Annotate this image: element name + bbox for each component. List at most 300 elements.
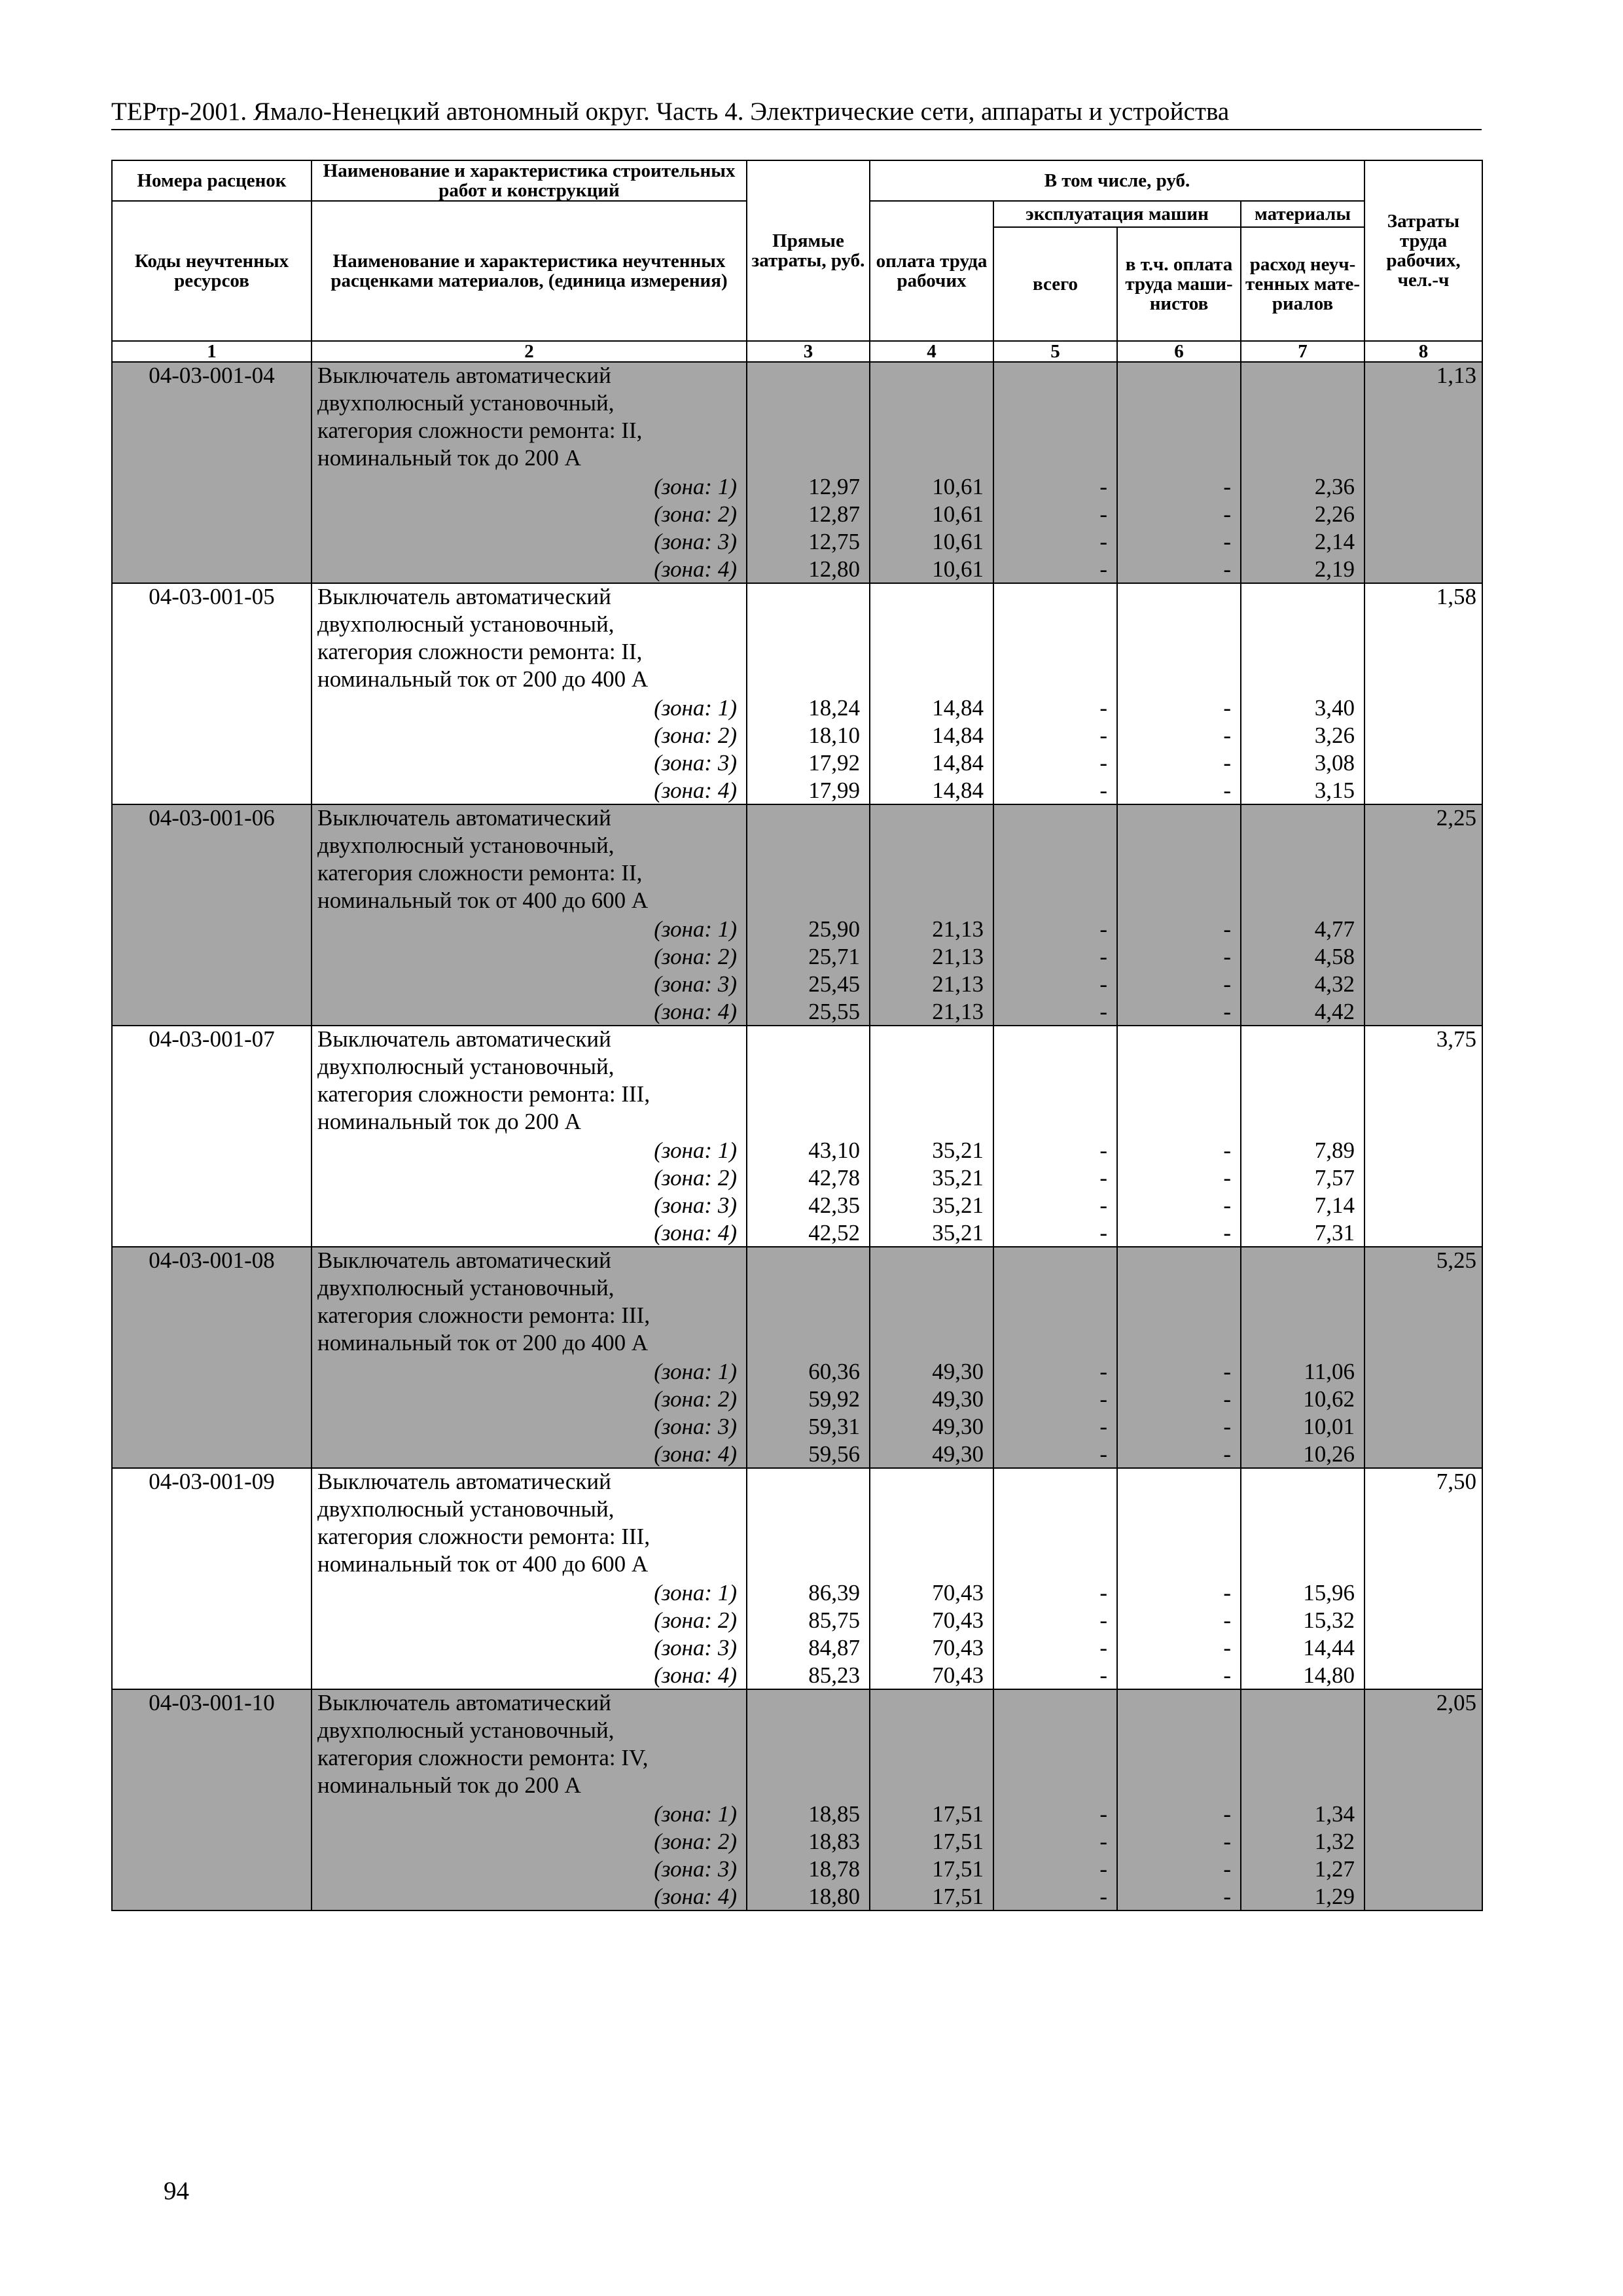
rate-description: Выключатель автоматический [312,1247,747,1275]
direct-cost [747,1275,870,1302]
table-row [112,1026,1482,1054]
rate-code [112,1054,312,1081]
table-row [112,528,1482,555]
labor-hours: 1,13 [1364,362,1482,390]
materials-cost: 2,36 [1241,473,1364,500]
labor-hours [1364,888,1482,915]
materials-cost [1241,804,1364,833]
labor-hours: 3,75 [1364,1026,1482,1054]
machine-total [993,1330,1117,1357]
rate-code [112,418,312,445]
machine-total: - [993,749,1117,776]
rate-code: 04-03-001-05 [112,583,312,611]
table-row [112,942,1482,970]
labor-pay [870,1772,993,1800]
materials-cost [1241,583,1364,611]
table-row [112,1302,1482,1330]
direct-cost [747,1468,870,1496]
materials-cost [1241,1772,1364,1800]
table-row [112,1191,1482,1219]
rate-code [112,1551,312,1579]
labor-pay [870,639,993,666]
materials-cost [1241,1689,1364,1717]
table-row [112,500,1482,528]
rate-description: категория сложности ремонта: III, [312,1081,747,1109]
labor-hours [1364,1330,1482,1357]
zone-label: (зона: 1) [312,1136,747,1164]
materials-cost [1241,1109,1364,1136]
materials-cost [1241,390,1364,418]
rate-code [112,445,312,473]
rate-code [112,970,312,997]
direct-cost: 42,78 [747,1164,870,1191]
rate-code [112,390,312,418]
machine-total: - [993,1827,1117,1855]
header-labor-pay: оплата труда рабочих [870,201,993,341]
rate-description: двухполюсный установочный, [312,833,747,860]
rate-description: категория сложности ремонта: IV, [312,1745,747,1772]
rate-description: двухполюсный установочный, [312,611,747,639]
materials-cost: 7,57 [1241,1164,1364,1191]
operators-pay [1117,1330,1241,1357]
labor-hours [1364,1385,1482,1412]
labor-pay: 35,21 [870,1191,993,1219]
labor-hours [1364,1412,1482,1440]
labor-hours [1364,1827,1482,1855]
operators-pay [1117,611,1241,639]
header-direct-costs: Прямые затраты, руб. [747,160,870,341]
zone-label: (зона: 3) [312,1855,747,1882]
direct-cost [747,611,870,639]
materials-cost: 7,89 [1241,1136,1364,1164]
operators-pay [1117,639,1241,666]
rate-description: Выключатель автоматический [312,362,747,390]
rate-code [112,1357,312,1385]
labor-hours [1364,1579,1482,1606]
operators-pay [1117,1054,1241,1081]
direct-cost: 18,78 [747,1855,870,1882]
operators-pay [1117,1302,1241,1330]
materials-cost: 7,14 [1241,1191,1364,1219]
rate-description: категория сложности ремонта: III, [312,1302,747,1330]
labor-pay: 35,21 [870,1164,993,1191]
labor-pay: 21,13 [870,997,993,1026]
table-row [112,1634,1482,1661]
zone-label: (зона: 2) [312,1827,747,1855]
labor-pay [870,1109,993,1136]
operators-pay: - [1117,942,1241,970]
labor-pay [870,1247,993,1275]
labor-pay [870,1717,993,1745]
materials-cost [1241,1717,1364,1745]
labor-hours [1364,1772,1482,1800]
rate-code [112,1109,312,1136]
materials-cost: 1,29 [1241,1882,1364,1910]
materials-cost [1241,611,1364,639]
rate-code: 04-03-001-06 [112,804,312,833]
rate-code: 04-03-001-04 [112,362,312,390]
machine-total: - [993,1385,1117,1412]
labor-pay [870,1054,993,1081]
operators-pay [1117,1551,1241,1579]
labor-pay: 14,84 [870,694,993,721]
labor-pay [870,1302,993,1330]
labor-pay: 49,30 [870,1357,993,1385]
labor-hours [1364,1054,1482,1081]
operators-pay [1117,1026,1241,1054]
labor-hours [1364,1855,1482,1882]
direct-cost: 25,45 [747,970,870,997]
rate-description: номинальный ток до 200 А [312,445,747,473]
machine-total [993,1717,1117,1745]
machine-total [993,1496,1117,1524]
table-row [112,1882,1482,1910]
table-row [112,1800,1482,1827]
operators-pay [1117,1468,1241,1496]
table-row [112,1330,1482,1357]
zone-label: (зона: 3) [312,1634,747,1661]
rate-description: двухполюсный установочный, [312,1717,747,1745]
machine-total: - [993,721,1117,749]
zone-label: (зона: 2) [312,721,747,749]
header-material-name: Наименование и характеристика неучтенных расценками материалов, (единица измерения) [312,201,747,341]
direct-cost [747,1330,870,1357]
table-row [112,1772,1482,1800]
zone-label: (зона: 3) [312,528,747,555]
zone-label: (зона: 1) [312,473,747,500]
zone-label: (зона: 2) [312,1164,747,1191]
rate-description: категория сложности ремонта: III, [312,1524,747,1551]
labor-pay [870,445,993,473]
operators-pay: - [1117,694,1241,721]
rate-code [112,915,312,942]
operators-pay [1117,1496,1241,1524]
zone-label: (зона: 2) [312,500,747,528]
materials-cost: 4,58 [1241,942,1364,970]
operators-pay [1117,860,1241,888]
rate-description: номинальный ток от 400 до 600 А [312,1551,747,1579]
direct-cost: 59,92 [747,1385,870,1412]
direct-cost: 18,80 [747,1882,870,1910]
rate-code [112,1606,312,1634]
labor-hours [1364,694,1482,721]
rate-description: номинальный ток от 200 до 400 А [312,666,747,694]
operators-pay [1117,888,1241,915]
materials-cost: 3,26 [1241,721,1364,749]
rate-code [112,528,312,555]
direct-cost [747,804,870,833]
rate-description: номинальный ток до 200 А [312,1772,747,1800]
direct-cost [747,445,870,473]
machine-total [993,362,1117,390]
table-row [112,1054,1482,1081]
rate-code [112,1219,312,1247]
table-row [112,1357,1482,1385]
col-number: 8 [1364,341,1482,362]
direct-cost: 59,31 [747,1412,870,1440]
table-row [112,1219,1482,1247]
materials-cost [1241,418,1364,445]
operators-pay: - [1117,915,1241,942]
labor-pay [870,1275,993,1302]
header-including: В том числе, руб. [870,160,1364,201]
labor-pay: 70,43 [870,1606,993,1634]
table-row [112,639,1482,666]
direct-cost [747,1302,870,1330]
labor-hours [1364,833,1482,860]
direct-cost [747,1054,870,1081]
rate-description: номинальный ток от 400 до 600 А [312,888,747,915]
materials-cost: 7,31 [1241,1219,1364,1247]
labor-pay: 10,61 [870,500,993,528]
materials-cost: 2,26 [1241,500,1364,528]
machine-total: - [993,1661,1117,1689]
labor-pay: 49,30 [870,1440,993,1468]
machine-total [993,1524,1117,1551]
operators-pay: - [1117,1634,1241,1661]
machine-total [993,583,1117,611]
rate-code: 04-03-001-07 [112,1026,312,1054]
table-row [112,833,1482,860]
rate-code [112,1191,312,1219]
materials-cost [1241,1081,1364,1109]
rate-code [112,611,312,639]
operators-pay [1117,833,1241,860]
header-total: всего [993,227,1117,341]
labor-hours [1364,970,1482,997]
direct-cost: 25,90 [747,915,870,942]
labor-hours [1364,749,1482,776]
direct-cost: 85,23 [747,1661,870,1689]
labor-hours [1364,473,1482,500]
operators-pay: - [1117,1855,1241,1882]
rate-description: Выключатель автоматический [312,1026,747,1054]
zone-label: (зона: 4) [312,776,747,804]
machine-total: - [993,528,1117,555]
materials-cost [1241,833,1364,860]
rate-code [112,1634,312,1661]
direct-cost: 18,85 [747,1800,870,1827]
operators-pay [1117,1689,1241,1717]
rate-description: Выключатель автоматический [312,583,747,611]
labor-pay: 17,51 [870,1855,993,1882]
table-row [112,418,1482,445]
materials-cost [1241,1302,1364,1330]
direct-cost [747,1081,870,1109]
machine-total: - [993,1634,1117,1661]
direct-cost [747,639,870,666]
labor-hours: 2,25 [1364,804,1482,833]
machine-total [993,860,1117,888]
table-row [112,1468,1482,1496]
table-row [112,390,1482,418]
zone-label: (зона: 3) [312,749,747,776]
table-row [112,445,1482,473]
machine-total [993,1689,1117,1717]
col-number: 1 [112,341,312,362]
table-row [112,1136,1482,1164]
rate-description: двухполюсный установочный, [312,1496,747,1524]
direct-cost: 17,99 [747,776,870,804]
labor-pay [870,1496,993,1524]
labor-hours [1364,1302,1482,1330]
direct-cost [747,1717,870,1745]
operators-pay: - [1117,749,1241,776]
materials-cost: 2,19 [1241,555,1364,583]
col-number: 5 [993,341,1117,362]
direct-cost [747,1772,870,1800]
materials-cost: 10,26 [1241,1440,1364,1468]
rate-code [112,1302,312,1330]
header-work-name: Наименование и характеристика строительных работ и конструкций [312,160,747,201]
table-row [112,776,1482,804]
labor-hours [1364,1357,1482,1385]
machine-total: - [993,1440,1117,1468]
labor-pay: 35,21 [870,1219,993,1247]
operators-pay: - [1117,1661,1241,1689]
machine-total: - [993,555,1117,583]
col-number: 7 [1241,341,1364,362]
machine-total: - [993,997,1117,1026]
machine-total: - [993,1164,1117,1191]
labor-pay: 49,30 [870,1412,993,1440]
operators-pay: - [1117,1412,1241,1440]
header-operators-pay: в т.ч. оплата труда маши- нистов [1117,227,1241,341]
table-row [112,666,1482,694]
table-row [112,1524,1482,1551]
labor-hours [1364,1440,1482,1468]
header-materials-consumption: расход неуч- тенных мате- риалов [1241,227,1364,341]
labor-hours [1364,1109,1482,1136]
operators-pay: - [1117,1191,1241,1219]
direct-cost: 43,10 [747,1136,870,1164]
rate-code [112,1330,312,1357]
rate-code [112,997,312,1026]
operators-pay [1117,666,1241,694]
direct-cost: 12,80 [747,555,870,583]
materials-cost [1241,1496,1364,1524]
labor-pay [870,1524,993,1551]
table-row [112,915,1482,942]
machine-total [993,1302,1117,1330]
materials-cost: 15,96 [1241,1579,1364,1606]
machine-total [993,666,1117,694]
machine-total [993,804,1117,833]
operators-pay [1117,418,1241,445]
labor-hours [1364,666,1482,694]
machine-total [993,390,1117,418]
table-row [112,804,1482,833]
header-divider [111,129,1482,130]
labor-hours [1364,1882,1482,1910]
labor-hours [1364,418,1482,445]
labor-hours [1364,1219,1482,1247]
machine-total [993,1081,1117,1109]
machine-total: - [993,970,1117,997]
labor-pay: 70,43 [870,1661,993,1689]
labor-pay [870,1081,993,1109]
operators-pay [1117,1772,1241,1800]
labor-hours [1364,1551,1482,1579]
table-row [112,1385,1482,1412]
rate-code [112,721,312,749]
materials-cost: 4,77 [1241,915,1364,942]
labor-pay: 17,51 [870,1800,993,1827]
operators-pay: - [1117,1219,1241,1247]
labor-hours [1364,1606,1482,1634]
zone-label: (зона: 1) [312,1579,747,1606]
direct-cost: 42,35 [747,1191,870,1219]
materials-cost: 4,42 [1241,997,1364,1026]
table-header [112,160,1482,362]
table-row [112,1496,1482,1524]
table-row [112,860,1482,888]
direct-cost [747,1247,870,1275]
direct-cost: 17,92 [747,749,870,776]
operators-pay: - [1117,997,1241,1026]
labor-hours [1364,445,1482,473]
table-row [112,1717,1482,1745]
operators-pay: - [1117,776,1241,804]
labor-hours [1364,1496,1482,1524]
materials-cost [1241,860,1364,888]
rate-code [112,833,312,860]
table-row [112,1275,1482,1302]
table-row [112,362,1482,390]
page-number: 94 [164,2177,189,2205]
operators-pay: - [1117,1606,1241,1634]
direct-cost [747,860,870,888]
rate-code: 04-03-001-09 [112,1468,312,1496]
table-row [112,888,1482,915]
table-row [112,749,1482,776]
materials-cost [1241,1247,1364,1275]
labor-hours [1364,776,1482,804]
machine-total: - [993,915,1117,942]
materials-cost: 3,08 [1241,749,1364,776]
header-rate-numbers: Номера расценок [112,160,312,201]
rate-code [112,860,312,888]
labor-hours [1364,1164,1482,1191]
operators-pay: - [1117,1385,1241,1412]
materials-cost [1241,666,1364,694]
labor-hours [1364,1661,1482,1689]
rate-code: 04-03-001-08 [112,1247,312,1275]
direct-cost: 18,83 [747,1827,870,1855]
materials-cost [1241,1551,1364,1579]
rate-code [112,749,312,776]
rate-code [112,1579,312,1606]
zone-label: (зона: 3) [312,1191,747,1219]
operators-pay: - [1117,473,1241,500]
labor-pay [870,611,993,639]
labor-pay [870,1689,993,1717]
materials-cost [1241,1468,1364,1496]
rate-code [112,694,312,721]
labor-pay: 17,51 [870,1882,993,1910]
operators-pay [1117,583,1241,611]
materials-cost: 14,44 [1241,1634,1364,1661]
rate-description: категория сложности ремонта: II, [312,639,747,666]
header-labor-costs: Затраты труда рабочих, чел.-ч [1364,160,1482,341]
operators-pay: - [1117,1357,1241,1385]
materials-cost: 1,27 [1241,1855,1364,1882]
machine-total: - [993,1357,1117,1385]
operators-pay [1117,1109,1241,1136]
rate-code [112,639,312,666]
labor-hours [1364,942,1482,970]
labor-pay: 21,13 [870,970,993,997]
